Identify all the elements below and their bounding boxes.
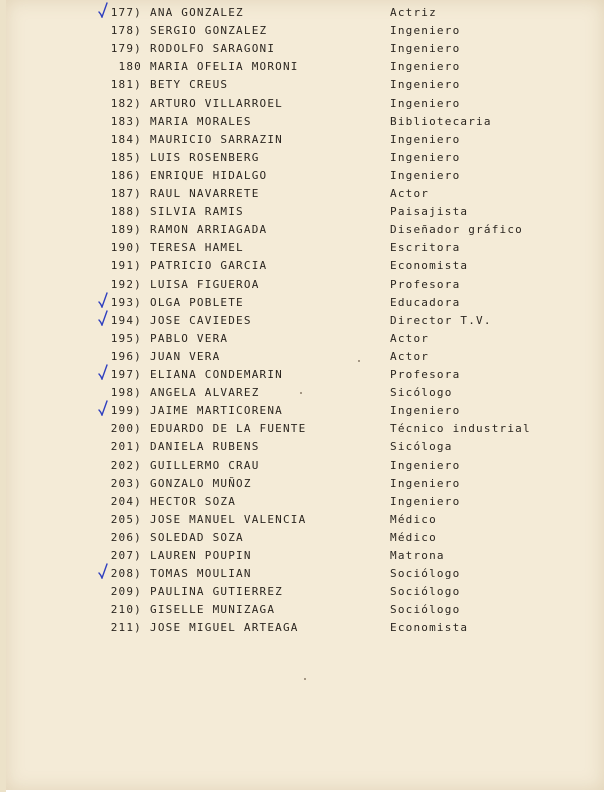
paper-speck: [358, 360, 360, 362]
entry-name: ANGELA ALVAREZ: [150, 386, 260, 400]
list-item: [6, 314, 604, 330]
entry-number: 195): [110, 331, 142, 345]
entry-number: 211): [110, 621, 142, 635]
entry-profession: Médico: [390, 530, 437, 544]
entry-number: 207): [110, 549, 142, 562]
list-item: [6, 459, 604, 475]
entry-profession: Paisajista: [390, 205, 469, 219]
list-item: [6, 603, 604, 619]
entry-profession: Sociólogo: [390, 567, 461, 581]
list-item: [6, 42, 604, 58]
entry-name: ELIANA CONDEMARIN: [150, 368, 283, 381]
entry-name: LAUREN POUPIN: [150, 549, 252, 562]
entry-name: JOSE CAVIEDES: [150, 313, 252, 327]
entry-number: 178): [110, 24, 142, 38]
entry-number: 204): [110, 494, 142, 508]
entry-profession: Sicóloga: [390, 440, 453, 454]
list-item: [6, 6, 604, 22]
typed-list-page: [6, 0, 604, 790]
entry-number: 201): [110, 440, 142, 454]
entry-profession: Técnico industrial: [390, 422, 531, 436]
entry-number: 208): [110, 567, 142, 581]
entry-profession: Ingeniero: [390, 150, 461, 164]
entry-profession: Bibliotecaria: [390, 114, 492, 128]
entry-profession: Ingeniero: [390, 42, 461, 56]
entry-number: 197): [110, 368, 142, 381]
entry-profession: Diseñador gráfico: [390, 223, 523, 237]
entry-name: ARTURO VILLARROEL: [150, 96, 283, 110]
entry-number: 186): [110, 168, 142, 182]
entry-name: PAULINA GUTIERREZ: [150, 585, 283, 599]
entry-profession: Ingeniero: [390, 494, 461, 508]
entry-profession: Ingeniero: [390, 132, 461, 146]
entry-number: 192): [110, 277, 142, 291]
list-item: [6, 440, 604, 456]
entry-number: 180: [118, 60, 142, 74]
list-item: [6, 151, 604, 167]
entry-profession: Actriz: [390, 6, 437, 19]
entry-name: MAURICIO SARRAZIN: [150, 132, 283, 146]
entry-name: MARIA MORALES: [150, 114, 252, 128]
entry-profession: Economista: [390, 621, 469, 635]
entry-profession: Ingeniero: [390, 404, 461, 418]
list-item: [6, 332, 604, 348]
list-item: [6, 60, 604, 76]
entry-profession: Médico: [390, 512, 437, 526]
entry-name: GUILLERMO CRAU: [150, 458, 260, 472]
entry-number: 181): [110, 78, 142, 92]
entry-name: GONZALO MUÑOZ: [150, 476, 252, 490]
entry-profession: Matrona: [390, 549, 445, 562]
entry-profession: Actor: [390, 187, 430, 200]
list-item: [6, 422, 604, 438]
entry-name: SERGIO GONZALEZ: [150, 24, 268, 38]
entry-number: 205): [110, 512, 142, 526]
entry-profession: Ingeniero: [390, 458, 461, 472]
entry-name: TERESA HAMEL: [150, 241, 244, 255]
entry-name: OLGA POBLETE: [150, 295, 244, 309]
list-item: [6, 223, 604, 239]
entry-number: 206): [110, 530, 142, 544]
entry-profession: Profesora: [390, 368, 461, 381]
list-item: [6, 368, 604, 384]
entry-number: 188): [110, 205, 142, 219]
list-item: [6, 567, 604, 583]
entry-number: 191): [110, 259, 142, 273]
entry-name: DANIELA RUBENS: [150, 440, 260, 454]
entry-number: 177): [110, 6, 142, 19]
list-item: [6, 549, 604, 565]
entry-name: LUIS ROSENBERG: [150, 150, 260, 164]
entry-number: 198): [110, 386, 142, 400]
entry-number: 190): [110, 241, 142, 255]
list-item: [6, 513, 604, 529]
entry-number: 189): [110, 223, 142, 237]
entry-name: ENRIQUE HIDALGO: [150, 168, 268, 182]
list-item: [6, 296, 604, 312]
entry-profession: Economista: [390, 259, 469, 273]
entry-profession: Sociólogo: [390, 585, 461, 599]
entry-name: ANA GONZALEZ: [150, 6, 244, 19]
list-item: [6, 133, 604, 149]
entry-name: PABLO VERA: [150, 331, 229, 345]
entry-name: JOSE MIGUEL ARTEAGA: [150, 621, 299, 635]
entry-profession: Educadora: [390, 295, 461, 309]
list-item: [6, 78, 604, 94]
entry-name: PATRICIO GARCIA: [150, 259, 268, 273]
list-item: [6, 24, 604, 40]
paper-speck: [300, 392, 302, 394]
entry-number: 194): [110, 313, 142, 327]
list-item: [6, 404, 604, 420]
entry-name: SOLEDAD SOZA: [150, 530, 244, 544]
entry-number: 183): [110, 114, 142, 128]
entry-number: 184): [110, 132, 142, 146]
entry-profession: Actor: [390, 349, 430, 363]
list-item: [6, 621, 604, 637]
entry-profession: Profesora: [390, 277, 461, 291]
entry-name: JAIME MARTICORENA: [150, 404, 283, 418]
entry-number: 199): [110, 404, 142, 418]
list-item: [6, 241, 604, 257]
list-item: [6, 386, 604, 402]
list-item: [6, 97, 604, 113]
entry-name: RODOLFO SARAGONI: [150, 42, 276, 56]
entry-profession: Ingeniero: [390, 24, 461, 38]
entry-profession: Escritora: [390, 241, 461, 255]
entry-name: BETY CREUS: [150, 78, 229, 92]
entry-number: 185): [110, 150, 142, 164]
entry-number: 196): [110, 349, 142, 363]
list-item: [6, 350, 604, 366]
entry-name: MARIA OFELIA MORONI: [150, 60, 299, 74]
list-item: [6, 495, 604, 511]
entry-name: GISELLE MUNIZAGA: [150, 603, 276, 617]
entry-name: LUISA FIGUEROA: [150, 277, 260, 291]
entry-number: 187): [110, 187, 142, 200]
list-item: [6, 259, 604, 275]
list-item: [6, 477, 604, 493]
entry-number: 210): [110, 603, 142, 617]
paper-speck: [304, 678, 306, 680]
list-item: [6, 585, 604, 601]
entry-profession: Ingeniero: [390, 78, 461, 92]
entry-name: HECTOR SOZA: [150, 494, 237, 508]
entry-profession: Ingeniero: [390, 60, 461, 74]
entry-name: EDUARDO DE LA FUENTE: [150, 422, 307, 436]
list-item: [6, 187, 604, 203]
entry-number: 179): [110, 42, 142, 56]
list-item: [6, 169, 604, 185]
list-item: [6, 531, 604, 547]
entry-profession: Director T.V.: [390, 313, 492, 327]
entry-number: 209): [110, 585, 142, 599]
entry-name: JOSE MANUEL VALENCIA: [150, 512, 307, 526]
entry-profession: Ingeniero: [390, 96, 461, 110]
entry-profession: Actor: [390, 331, 430, 345]
entry-profession: Sociólogo: [390, 603, 461, 617]
list-item: [6, 205, 604, 221]
entry-name: SILVIA RAMIS: [150, 205, 244, 219]
entry-name: RAUL NAVARRETE: [150, 187, 260, 200]
entry-name: JUAN VERA: [150, 349, 221, 363]
entry-number: 202): [110, 458, 142, 472]
entry-number: 193): [110, 295, 142, 309]
entry-profession: Ingeniero: [390, 168, 461, 182]
entry-profession: Ingeniero: [390, 476, 461, 490]
list-item: [6, 115, 604, 131]
entry-profession: Sicólogo: [390, 386, 453, 400]
entry-name: TOMAS MOULIAN: [150, 567, 252, 581]
entry-name: RAMON ARRIAGADA: [150, 223, 268, 237]
entry-number: 200): [110, 422, 142, 436]
list-item: [6, 278, 604, 294]
entry-number: 182): [110, 96, 142, 110]
entry-number: 203): [110, 476, 142, 490]
